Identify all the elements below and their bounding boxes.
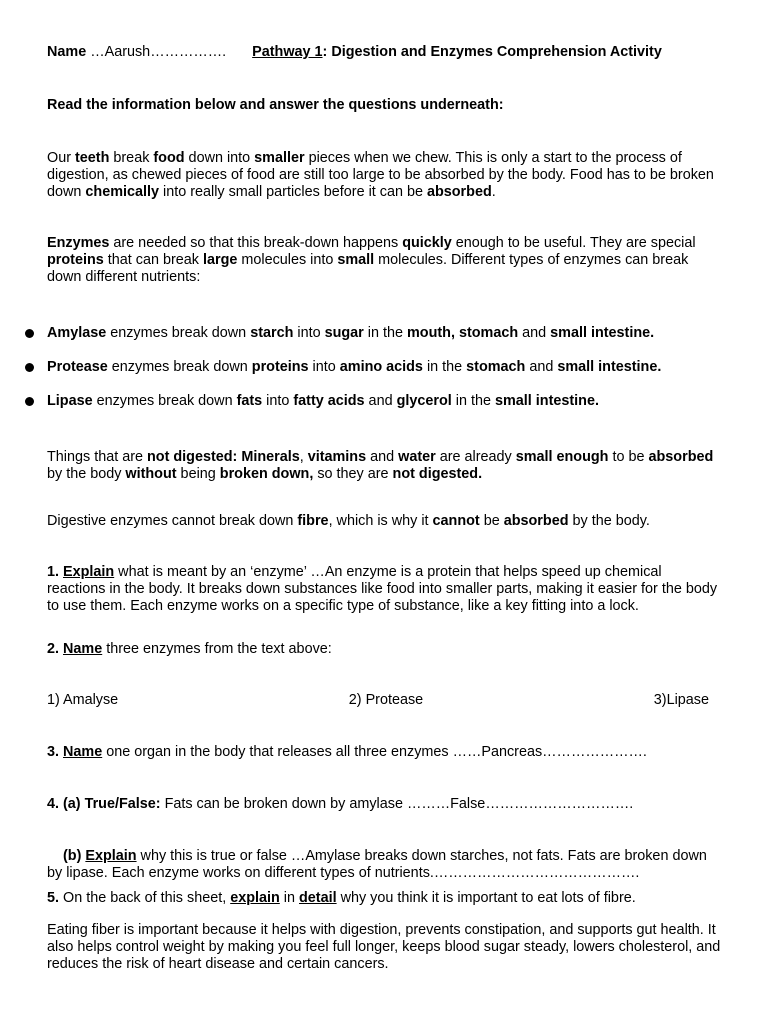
bullet-protease: Protease enzymes break down proteins into amino acids in the stomach and small intestine. (47, 359, 723, 376)
paragraph-enzymes: Enzymes are needed so that this break-down happens quickly enough to be useful. They are special proteins that can break large molecules into small molecules. Different types of enzymes can break down different nutrients: (47, 235, 696, 285)
answer-3: ……Pancreas…………………. (452, 744, 647, 760)
question-3: 3. Name one organ in the body that releases all three enzymes ……Pancreas…………………. (47, 744, 647, 760)
question-4a: 4. (a) True/False: Fats can be broken down by amylase ………False…………………………. (47, 796, 634, 812)
bullet-icon (25, 397, 34, 406)
instructions: Read the information below and answer the questions underneath: (47, 97, 504, 113)
answer-2-item: 3)Lipase (653, 692, 709, 708)
answer-4b: …Amylase breaks down starches, not fats. Fats are broken down by lipase. Each enzyme works on different types of nutrients.……………………………………. (47, 848, 707, 881)
student-name: …Aarush……………. (86, 44, 227, 60)
answer-2-item: 1) Amalyse (47, 692, 119, 708)
bullet-icon (25, 363, 34, 372)
question-5: 5. On the back of this sheet, explain in detail why you think it is important to eat lots of fibre. (47, 890, 636, 906)
question-1: 1. Explain what is meant by an ‘enzyme’ …An enzyme is a protein that helps speed up chemical reactions in the body. It breaks down substances like food into smaller parts, making it easier for the body to use them. Each enzyme works on a specific type of substance, like a key fitting into a lock. (47, 564, 718, 614)
pathway-label: Pathway 1 (252, 44, 323, 60)
paragraph-teeth: Our teeth break food down into smaller pieces when we chew. This is only a start to the process of digestion, as chewed pieces of food are still too large to be absorbed by the body. Food has to be broken down chemically into really small particles before it can be absorbed. (47, 150, 714, 200)
question-4b: (b) Explain why this is true or false …Amylase breaks down starches, not fats. Fats are broken down by lipase. Each enzyme works on different types of nutrients.……………………………………. (47, 848, 707, 881)
paragraph-not-digested: Things that are not digested: Minerals, vitamins and water are already small enough to be absorbed by the body without being broken down, so they are not digested. (47, 449, 714, 482)
bullet-lipase: Lipase enzymes break down fats into fatty acids and glycerol in the small intestine. (47, 393, 723, 410)
question-2: 2. Name three enzymes from the text above: (47, 641, 332, 657)
worksheet-header (47, 44, 747, 61)
name-label: Name (47, 44, 87, 60)
bullet-icon (25, 329, 34, 338)
answer-2-item: 2) Protease (348, 692, 424, 708)
answer-4a: ………False…………………………. (406, 796, 634, 812)
bullet-amylase: Amylase enzymes break down starch into sugar in the mouth, stomach and small intestine. (47, 325, 723, 342)
paragraph-fibre: Digestive enzymes cannot break down fibre, which is why it cannot be absorbed by the body. (47, 513, 650, 529)
answer-1: …An enzyme is a protein that helps speed up chemical reactions in the body. It breaks down substances like food into smaller parts, making it easier for the body to use them. Each enzyme works on a specific type of substance, like a key fitting into a lock. (47, 564, 718, 614)
answer-5: Eating fiber is important because it helps with digestion, prevents constipation, and supports gut health. It also helps control weight by making you feel full longer, keeps blood sugar steady, lowers cholesterol, and reduces the risk of heart disease and certain cancers. (47, 922, 721, 972)
worksheet-title: : Digestion and Enzymes Comprehension Activity (322, 44, 662, 60)
answer-2-row (47, 692, 709, 709)
